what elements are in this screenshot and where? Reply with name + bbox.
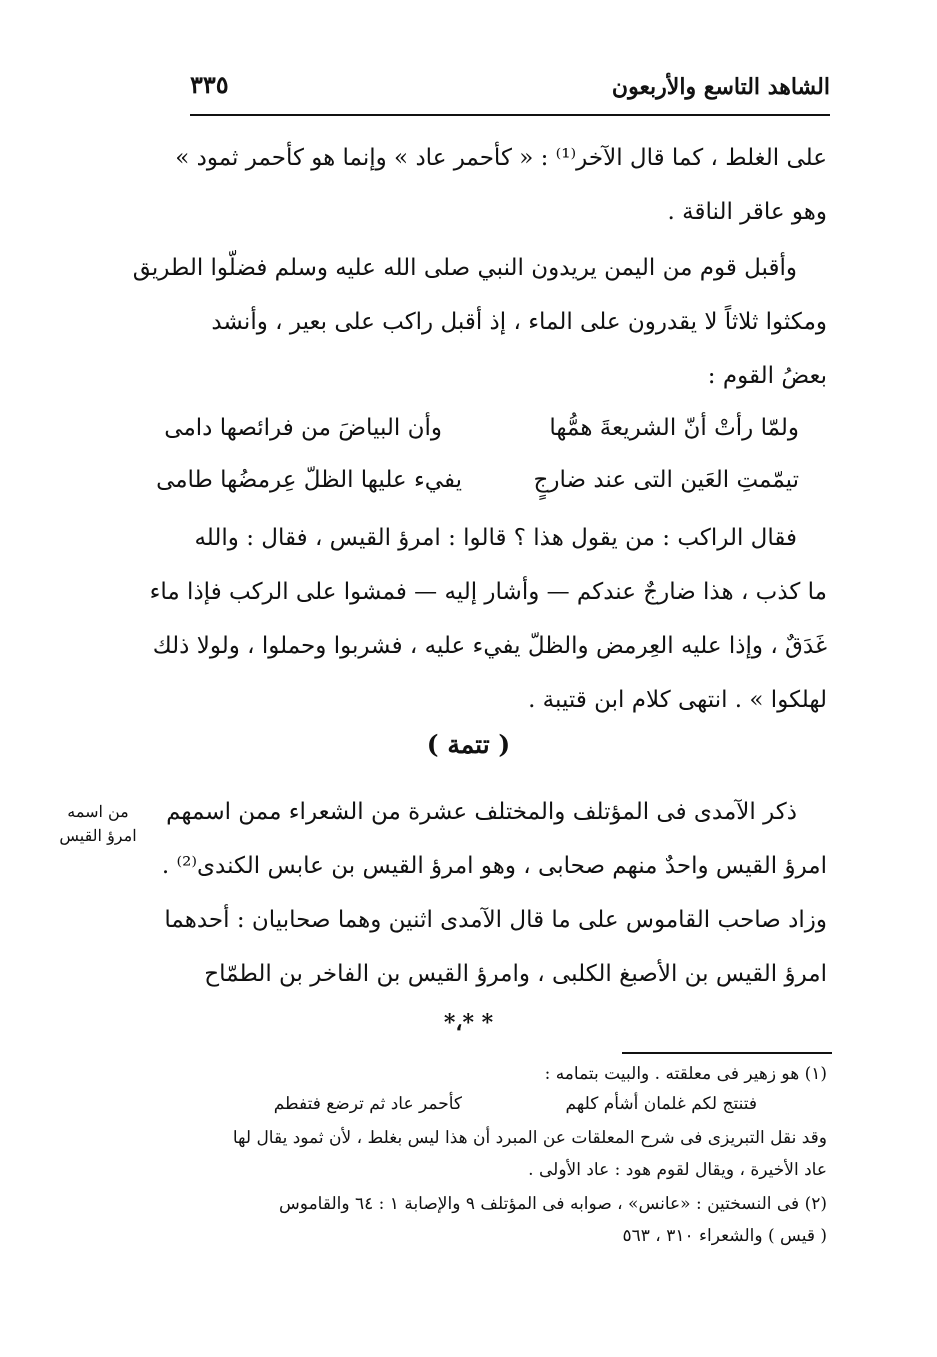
page-number: ٣٣٥ — [190, 70, 229, 99]
body-line: وهو عاقر الناقة . — [667, 199, 827, 225]
footnote-line: ( قيس ) والشعراء ٣١٠ ، ٥٦٣ — [622, 1226, 827, 1246]
margin-note-line: امرؤ القيس — [59, 826, 137, 845]
footnote-line: وقد نقل التبريزى فى شرح المعلقات عن المبرد أن هذا ليس بغلط ، لأن ثمود يقال لها — [232, 1128, 827, 1148]
body-line: وأقبل قوم من اليمن يريدون النبي صلى الله عليه وسلم فضلّوا الطريق — [132, 255, 797, 281]
section-separator: * *،* — [443, 1010, 494, 1036]
page-header — [190, 70, 830, 116]
body-line: ما كذب ، هذا ضارجٌ عندكم — وأشار إليه — فمشوا على الركب فإذا ماء — [149, 579, 827, 605]
verse-first-hemistich: ولمّا رأتْ أنّ الشريعةَ همُّها — [549, 415, 799, 441]
margin-note-line: من اسمه — [67, 802, 129, 821]
body-line: لهلكوا » . انتهى كلام ابن قتيبة . — [528, 687, 827, 713]
body-line: ذكر الآمدى فى المؤتلف والمختلف عشرة من الشعراء ممن اسمهم — [166, 799, 797, 825]
body-line: امرؤ القيس واحدٌ منهم صحابى ، وهو امرؤ القيس بن عابس الكندى⁽²⁾ . — [161, 853, 827, 879]
running-title: الشاهد التاسع والأربعون — [611, 74, 830, 100]
footnote-verse-second: كأحمر عاد ثم ترضع فتفطم — [273, 1094, 462, 1114]
footnote-line: (٢) فى النسختين : «عانس» ، صوابه فى المؤتلف ٩ والإصابة ١ : ٦٤ والقاموس — [279, 1194, 827, 1214]
footnote-line: عاد الأخيرة ، ويقال لقوم هود : عاد الأولى . — [528, 1160, 827, 1180]
body-line: ومكثوا ثلاثاً لا يقدرون على الماء ، إذ أقبل راكب على بعير ، وأنشد — [211, 309, 827, 335]
body-line: غَدَقٌ ، وإذا عليه العِرمض والظلّ يفيء عليه ، فشربوا وحملوا ، ولولا ذلك — [152, 633, 827, 659]
body-line: فقال الراكب : من يقول هذا ؟ قالوا : امرؤ القيس ، فقال : والله — [194, 525, 797, 551]
body-line: وزاد صاحب القاموس على ما قال الآمدى اثنين وهما صحابيان : أحدهما — [164, 907, 827, 933]
footnote-line: (١) هو زهير فى معلقته . والبيت بتمامه : — [544, 1064, 827, 1084]
body-line: امرؤ القيس بن الأصبغ الكلبى ، وامرؤ القيس بن الفاخر بن الطمّاح — [204, 961, 827, 987]
verse-second-hemistich: وأن البياضَ من فرائصها دامى — [164, 415, 442, 441]
verse-second-hemistich: يفيء عليها الظلّ عِرمضُها طامى — [156, 467, 462, 493]
verse-first-hemistich: تيمّمتِ العَين التى عند ضارجٍ — [533, 467, 799, 493]
footnote-rule — [622, 1052, 832, 1054]
footnote-verse-first: فتنتج لكم غلمان أشأم كلهم — [565, 1094, 757, 1114]
margin-note — [52, 800, 144, 848]
body-line: بعضُ القوم : — [707, 363, 827, 389]
body-line: على الغلط ، كما قال الآخر⁽¹⁾ : « كأحمر عاد » وإنما هو كأحمر ثمود » — [175, 145, 827, 171]
section-heading: ( تتمة ) — [426, 730, 511, 759]
